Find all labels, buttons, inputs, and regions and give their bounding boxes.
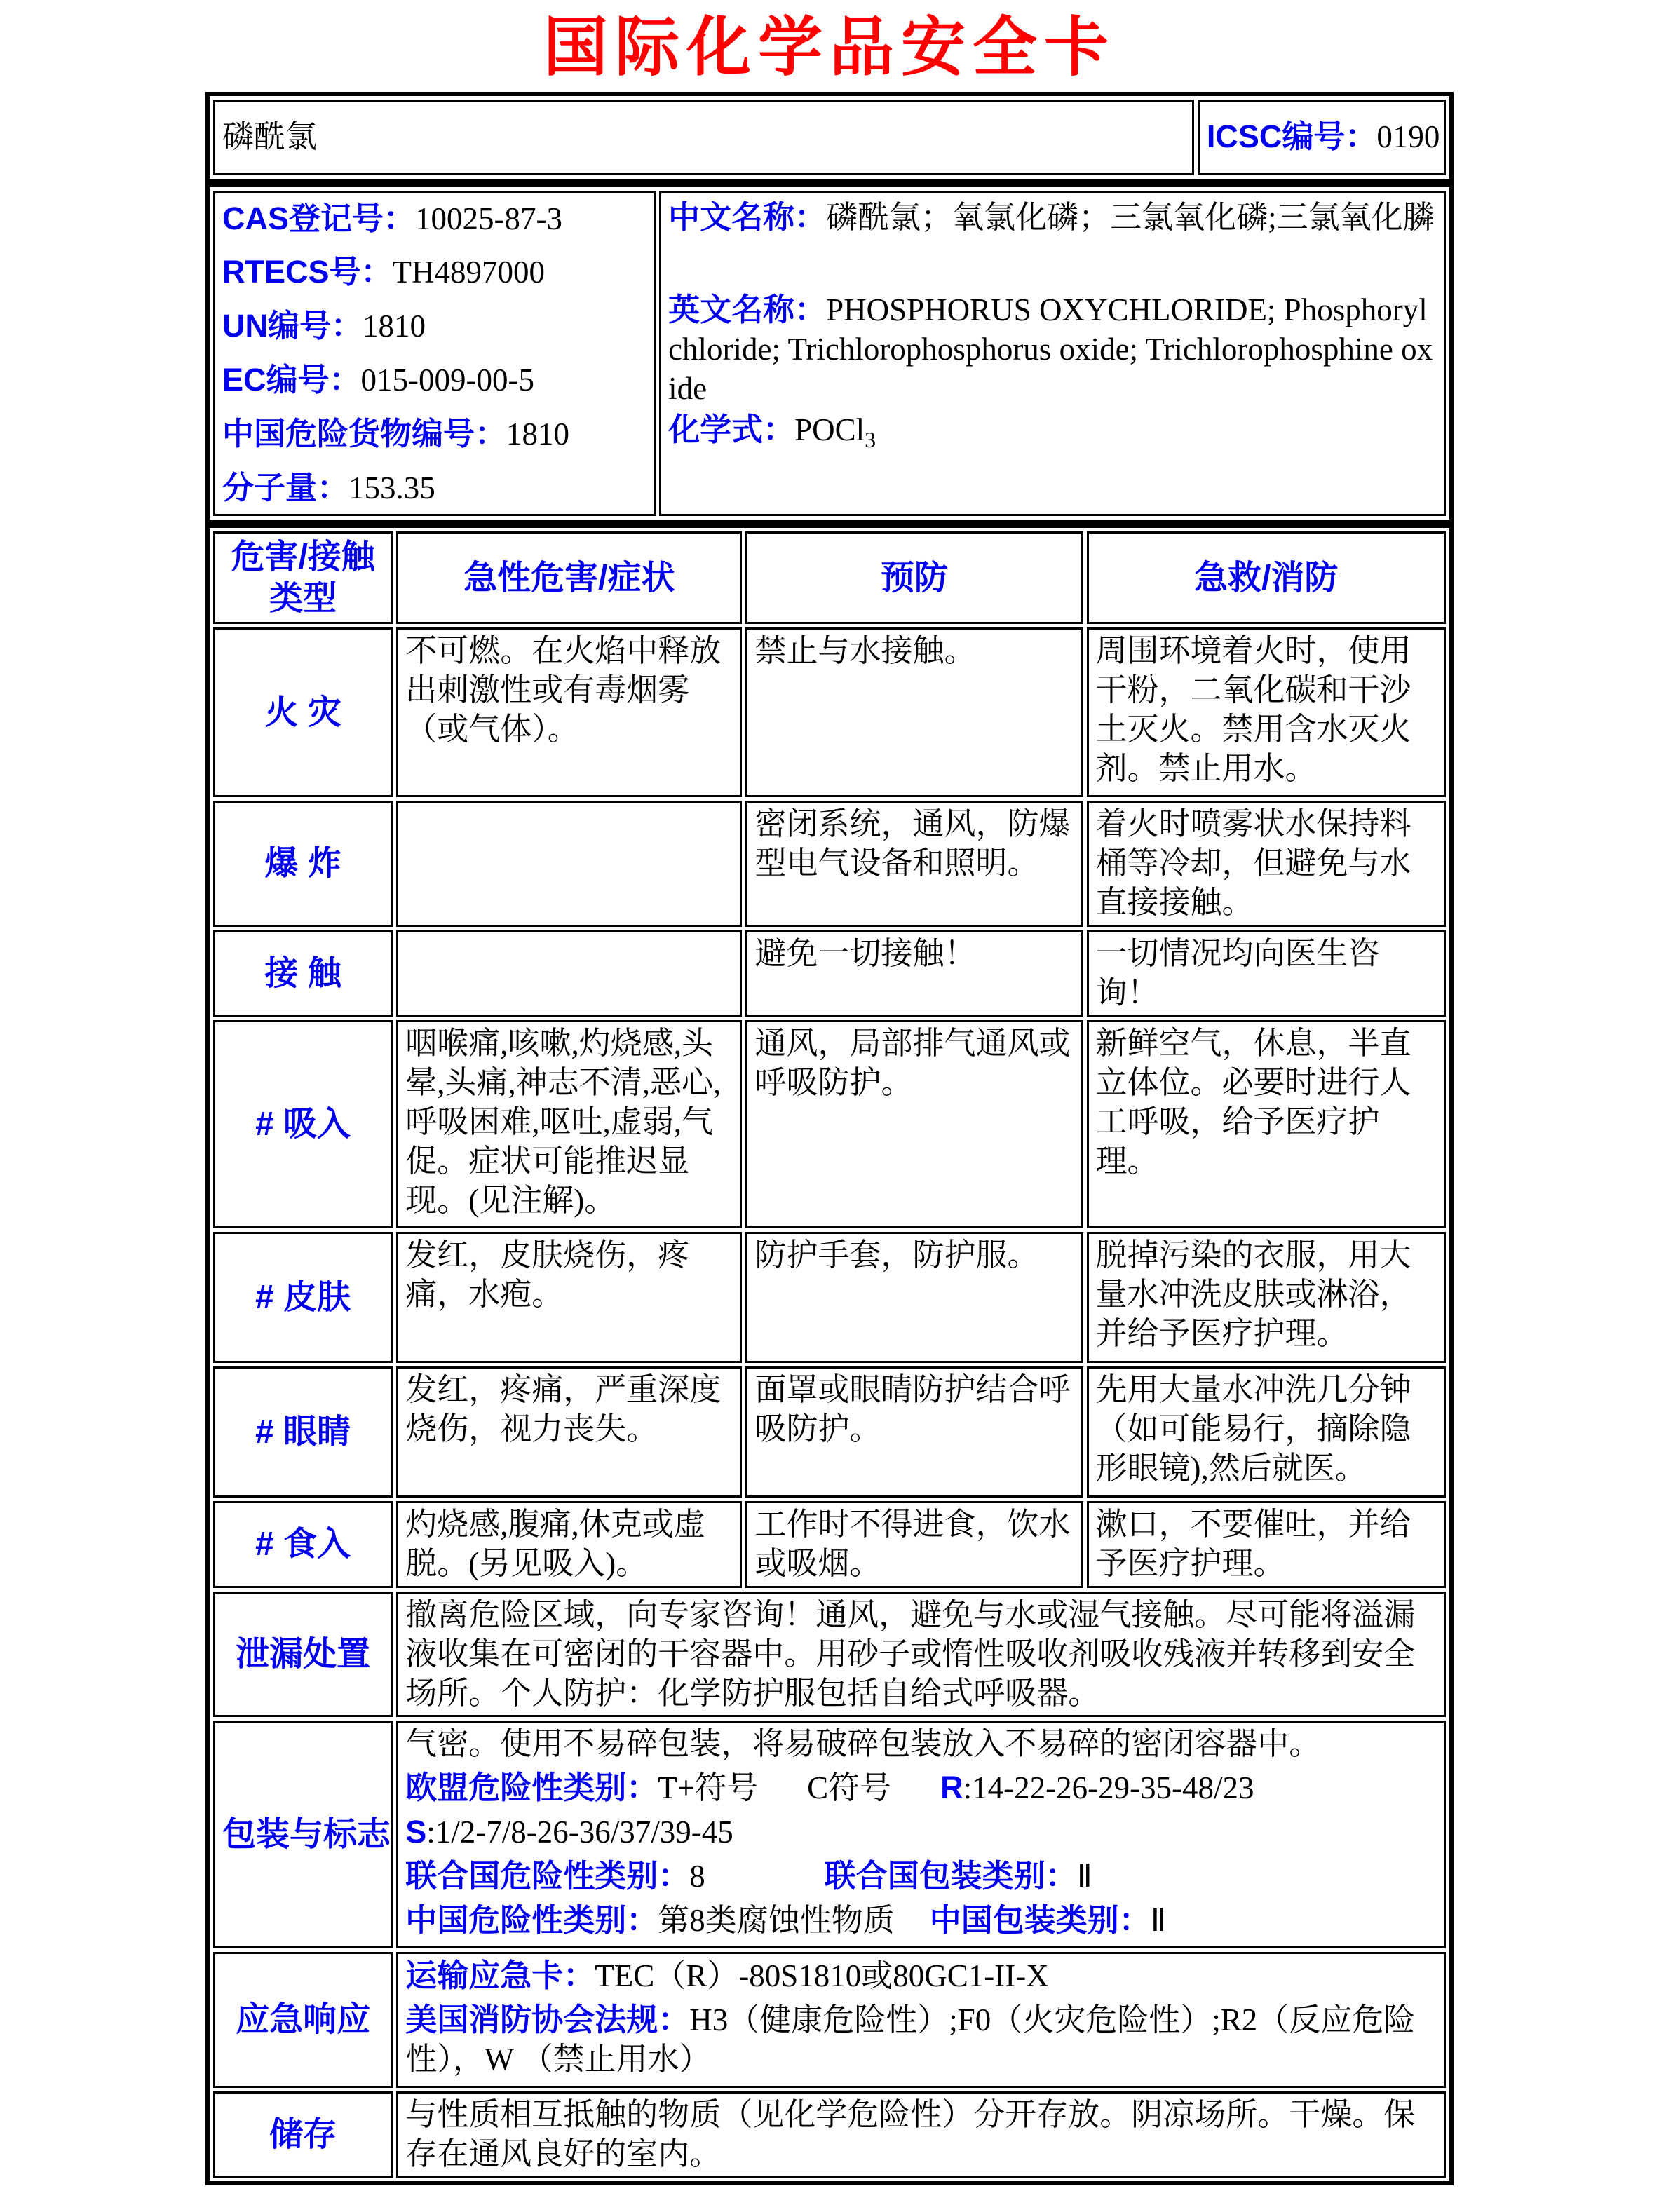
inhalation-row bbox=[213, 1020, 1446, 1228]
packaging-content bbox=[396, 1721, 1446, 1948]
inhalation-symptoms: 咽喉痛,咳嗽,灼烧感,头晕,头痛,神志不清,恶心,呼吸困难,呕吐,虚弱,气促。症状可能推迟显现。(见注解)。 bbox=[396, 1020, 742, 1228]
eyes-prevention: 面罩或眼睛防护结合呼吸防护。 bbox=[745, 1366, 1083, 1498]
contact-symptoms bbox=[396, 930, 742, 1017]
identification-table bbox=[205, 183, 1454, 524]
explosion-prevention: 密闭系统，通风，防爆型电气设备和照明。 bbox=[745, 801, 1083, 926]
chinese-name-label: 中文名称： bbox=[668, 198, 827, 235]
identification-row bbox=[213, 191, 1446, 517]
formula-value: POCl$_3$ bbox=[794, 412, 876, 452]
icsc-card-page bbox=[205, 0, 1454, 2185]
eu-class-value1: T+符号 bbox=[658, 1770, 759, 1806]
rtecs-label: RTECS号： bbox=[222, 254, 393, 290]
eu-class-line bbox=[405, 1768, 1437, 1808]
cn-pack-value: Ⅱ bbox=[1150, 1902, 1166, 1938]
icsc-value: 0190 bbox=[1376, 119, 1440, 155]
spill-type: 泄漏处置 bbox=[213, 1592, 393, 1717]
molweight-label: 分子量： bbox=[222, 469, 349, 505]
ingestion-response: 漱口，不要催吐，并给予医疗护理。 bbox=[1087, 1501, 1446, 1588]
inhalation-response: 新鲜空气，休息，半直立体位。必要时进行人工呼吸，给予医疗护理。 bbox=[1087, 1020, 1446, 1228]
storage-row bbox=[213, 2091, 1446, 2178]
fire-type: 火 灾 bbox=[213, 627, 393, 797]
fire-symptoms: 不可燃。在火焰中释放出刺激性或有毒烟雾（或气体）。 bbox=[396, 627, 742, 797]
names-cell bbox=[659, 191, 1446, 517]
hazard-header-row bbox=[213, 531, 1446, 624]
tec-line bbox=[405, 1956, 1437, 1996]
header-response: 急救/消防 bbox=[1087, 531, 1446, 624]
chinese-name-block bbox=[668, 198, 1437, 238]
china-dg-line bbox=[222, 414, 646, 454]
header-prevention: 预防 bbox=[745, 531, 1083, 624]
ec-value: 015-009-00-5 bbox=[360, 362, 534, 398]
page-title: 国际化学品安全卡 bbox=[543, 12, 1116, 83]
un-label: UN编号： bbox=[222, 308, 363, 344]
hazard-table bbox=[205, 524, 1454, 2185]
eyes-type: # 眼睛 bbox=[213, 1366, 393, 1498]
un-pack-value: Ⅱ bbox=[1076, 1858, 1092, 1894]
inhalation-prevention: 通风，局部排气通风或呼吸防护。 bbox=[745, 1020, 1083, 1228]
eyes-response: 先用大量水冲洗几分钟（如可能易行，摘除隐形眼镜),然后就医。 bbox=[1087, 1366, 1446, 1498]
explosion-type: 爆 炸 bbox=[213, 801, 393, 926]
nfpa-label: 美国消防协会法规： bbox=[405, 2002, 690, 2038]
explosion-symptoms bbox=[396, 801, 742, 926]
un-class-label: 联合国危险性类别： bbox=[405, 1857, 690, 1894]
chinese-name-value: 磷酰氯；氧氯化磷；三氯氧化磷;三氯氧化膦 bbox=[826, 199, 1435, 235]
skin-row bbox=[213, 1232, 1446, 1363]
english-name-value: PHOSPHORUS OXYCHLORIDE; Phosphoryl chloride; Trichlorophosphorus oxide; Trichlorophosphine oxide bbox=[668, 292, 1433, 406]
cn-class-label: 中国危险性类别： bbox=[405, 1901, 658, 1938]
cas-label: CAS登记号： bbox=[222, 200, 416, 236]
formula-block bbox=[668, 410, 1437, 454]
formula-subscript: 3 bbox=[865, 426, 876, 452]
china-dg-value: 1810 bbox=[506, 416, 570, 452]
un-pack-label: 联合国包装类别： bbox=[824, 1857, 1077, 1894]
registry-numbers-cell bbox=[213, 191, 656, 517]
emergency-content bbox=[396, 1952, 1446, 2087]
ingestion-type: # 食入 bbox=[213, 1501, 393, 1588]
nfpa-value: H3（健康危险性）;F0（火灾危险性）;R2（反应危险性），W （禁止用水） bbox=[405, 2002, 1416, 2077]
ingestion-prevention: 工作时不得进食，饮水或吸烟。 bbox=[745, 1501, 1083, 1588]
fire-row bbox=[213, 627, 1446, 797]
packaging-line1: 气密。使用不易碎包装，将易破碎包装放入不易碎的密闭容器中。 bbox=[405, 1726, 1321, 1762]
substance-name: 磷酰氯 bbox=[213, 100, 1194, 175]
tec-value: TEC（R）-80S1810或80GC1-II-X bbox=[595, 1958, 1049, 1994]
name-icsc-table bbox=[205, 92, 1454, 183]
r-phrases-label: R bbox=[940, 1770, 963, 1806]
contact-prevention: 避免一切接触！ bbox=[745, 930, 1083, 1017]
emergency-type: 应急响应 bbox=[213, 1952, 393, 2087]
cas-line bbox=[222, 199, 646, 239]
un-class-line bbox=[405, 1857, 1437, 1897]
inhalation-type: # 吸入 bbox=[213, 1020, 393, 1228]
skin-symptoms: 发红，皮肤烧伤，疼痛，水疱。 bbox=[396, 1232, 742, 1363]
s-phrases-value: :1/2-7/8-26-36/37/39-45 bbox=[426, 1814, 733, 1850]
name-icsc-row bbox=[213, 100, 1446, 175]
packaging-row bbox=[213, 1721, 1446, 1948]
ingestion-row bbox=[213, 1501, 1446, 1588]
english-name-block bbox=[668, 290, 1437, 408]
eyes-row bbox=[213, 1366, 1446, 1498]
eyes-symptoms: 发红，疼痛，严重深度烧伤，视力丧失。 bbox=[396, 1366, 742, 1498]
explosion-response: 着火时喷雾状水保持料桶等冷却，但避免与水直接接触。 bbox=[1087, 801, 1446, 926]
cn-class-value: 第8类腐蚀性物质 bbox=[658, 1902, 895, 1938]
un-value: 1810 bbox=[363, 308, 426, 344]
header-symptoms: 急性危害/症状 bbox=[396, 531, 742, 624]
emergency-row bbox=[213, 1952, 1446, 2087]
un-class-value: 8 bbox=[689, 1858, 705, 1894]
ec-label: EC编号： bbox=[222, 361, 361, 398]
contact-type: 接 触 bbox=[213, 930, 393, 1017]
r-phrases-value: :14-22-26-29-35-48/23 bbox=[963, 1770, 1254, 1806]
contact-row bbox=[213, 930, 1446, 1017]
s-phrases-label: S bbox=[405, 1813, 427, 1850]
ec-line bbox=[222, 360, 646, 400]
explosion-row bbox=[213, 801, 1446, 926]
skin-type: # 皮肤 bbox=[213, 1232, 393, 1363]
ingestion-symptoms: 灼烧感,腹痛,休克或虚脱。(另见吸入)。 bbox=[396, 1501, 742, 1588]
spill-content: 撤离危险区域，向专家咨询！通风，避免与水或湿气接触。尽可能将溢漏液收集在可密闭的干容器中。用砂子或惰性吸收剂吸收残液并转移到安全场所。个人防护：化学防护服包括自给式呼吸器。 bbox=[396, 1592, 1446, 1717]
fire-response: 周围环境着火时，使用干粉，二氧化碳和干沙土灭火。禁用含水灭火剂。禁止用水。 bbox=[1087, 627, 1446, 797]
english-name-label: 英文名称： bbox=[668, 292, 827, 328]
molweight-value: 153.35 bbox=[348, 470, 435, 505]
tec-label: 运输应急卡： bbox=[405, 1957, 595, 1994]
cn-class-line bbox=[405, 1901, 1437, 1941]
un-line bbox=[222, 306, 646, 346]
contact-response: 一切情况均向医生咨询！ bbox=[1087, 930, 1446, 1017]
nfpa-line bbox=[405, 2000, 1437, 2079]
skin-prevention: 防护手套，防护服。 bbox=[745, 1232, 1083, 1363]
s-phrases-line bbox=[405, 1812, 1437, 1852]
eu-class-label: 欧盟危险性类别： bbox=[405, 1770, 658, 1806]
fire-prevention: 禁止与水接触。 bbox=[745, 627, 1083, 797]
rtecs-line bbox=[222, 252, 646, 292]
storage-type: 储存 bbox=[213, 2091, 393, 2178]
spill-row bbox=[213, 1592, 1446, 1717]
packaging-type: 包装与标志 bbox=[213, 1721, 393, 1948]
cas-value: 10025-87-3 bbox=[415, 201, 562, 236]
storage-content: 与性质相互抵触的物质（见化学危险性）分开存放。阴凉场所。干燥。保存在通风良好的室内。 bbox=[396, 2091, 1446, 2178]
icsc-number-cell bbox=[1198, 100, 1446, 175]
formula-label: 化学式： bbox=[668, 411, 795, 447]
molweight-line bbox=[222, 468, 646, 508]
header-hazard-type: 危害/接触类型 bbox=[213, 531, 393, 624]
skin-response: 脱掉污染的衣服，用大量水冲洗皮肤或淋浴，并给予医疗护理。 bbox=[1087, 1232, 1446, 1363]
eu-class-value2: C符号 bbox=[807, 1770, 892, 1806]
china-dg-label: 中国危险货物编号： bbox=[222, 415, 507, 452]
rtecs-value: TH4897000 bbox=[392, 255, 546, 290]
icsc-label: ICSC编号： bbox=[1206, 118, 1377, 155]
cn-pack-label: 中国包装类别： bbox=[929, 1901, 1151, 1938]
